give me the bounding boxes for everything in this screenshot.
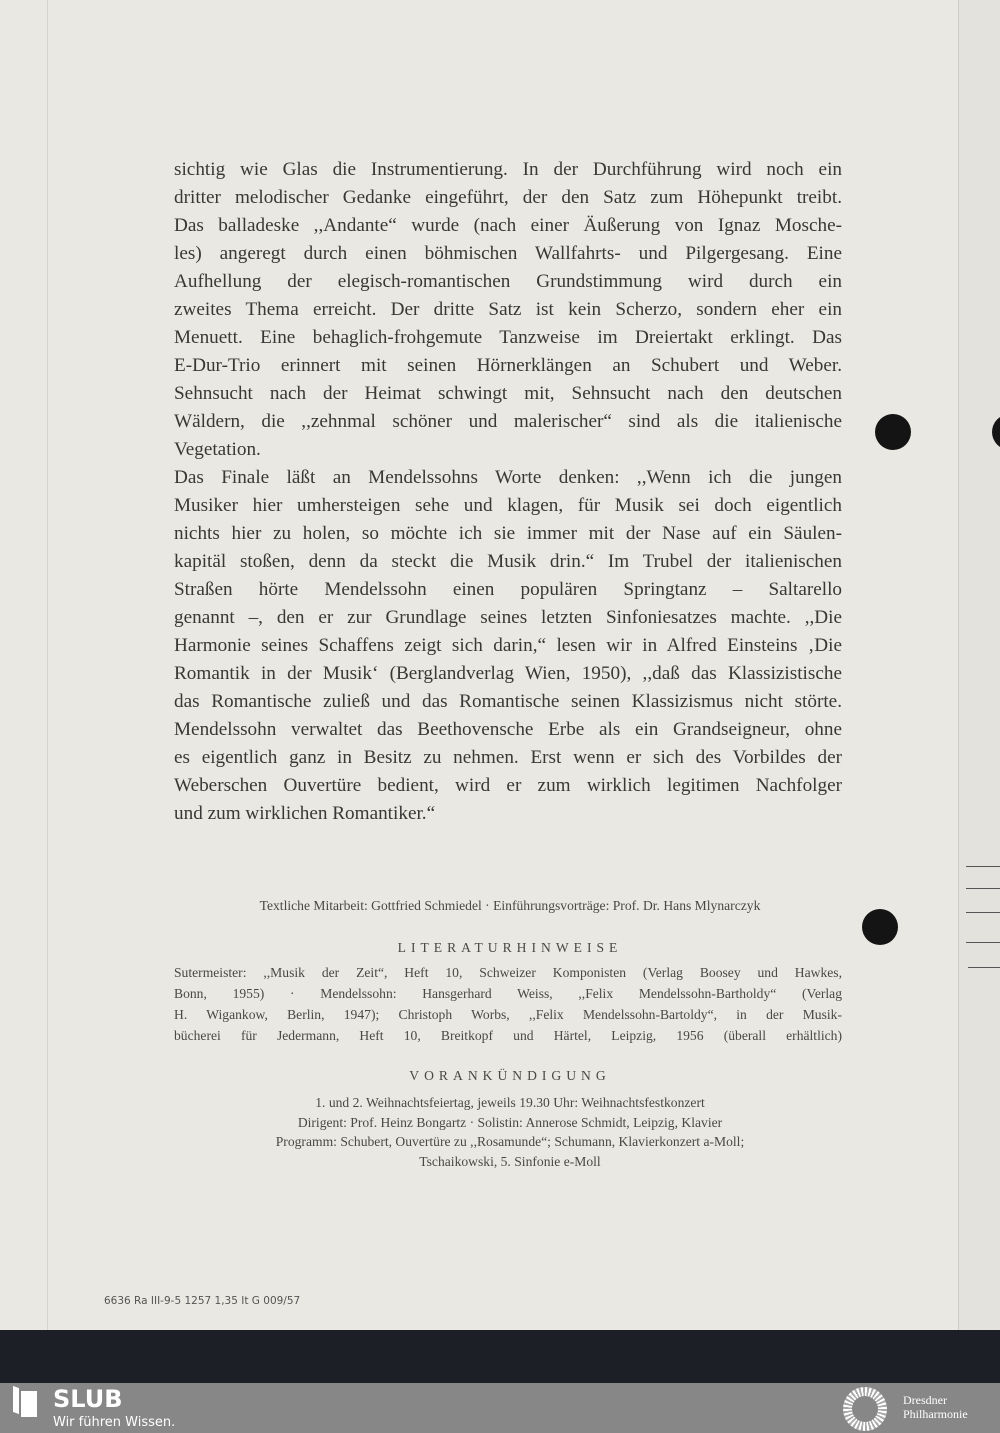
text-line: Straßen hörte Mendelssohn einen populären Springtanz – Saltarello — [174, 579, 842, 600]
partner-name-line2: Philharmonie — [903, 1407, 968, 1421]
text-line: Mendelssohn verwaltet das Beethovensche Erbe als ein Grandseigneur, ohne — [174, 719, 842, 740]
text-line: und zum wirklichen Romantiker.“ — [174, 803, 436, 824]
edge-mark — [966, 912, 1000, 913]
literature-line: bücherei für Jedermann, Heft 10, Breitkopf und Härtel, Leipzig, 1956 (überall erhältlich) — [174, 1028, 842, 1043]
text-line: nichts hier zu holen, so möchte ich sie immer mit der Nase auf ein Säulen- — [174, 523, 842, 544]
text-line: Weberschen Ouvertüre bedient, wird er zum wirklich legitimen Nachfolger — [174, 775, 842, 796]
text-line: Sehnsucht nach der Heimat schwingt mit, Sehnsucht nach den deutschen — [174, 383, 842, 404]
print-code: 6636 Ra III-9-5 1257 1,35 It G 009/57 — [104, 1295, 301, 1307]
announcement-heading: VORANKÜNDIGUNG — [409, 1068, 611, 1083]
credits: Textliche Mitarbeit: Gottfried Schmiedel · Einführungsvorträge: Prof. Dr. Hans Mlynarczyk — [259, 898, 761, 913]
announcement-line: Programm: Schubert, Ouvertüre zu ,,Rosamunde“; Schumann, Klavierkonzert a-Moll; — [275, 1134, 745, 1149]
footer-bar — [0, 1383, 1000, 1433]
text-line: sichtig wie Glas die Instrumentierung. In der Durchführung wird noch ein — [174, 159, 842, 180]
slub-tagline: Wir führen Wissen. — [53, 1415, 176, 1430]
text-line: zweites Thema erreicht. Der dritte Satz ist kein Scherzo, sondern eher ein — [174, 299, 842, 320]
page-edge — [958, 0, 959, 1335]
text-line: dritter melodischer Gedanke eingeführt, der den Satz zum Höhepunkt treibt. — [174, 187, 842, 208]
text-line: E-Dur-Trio erinnert mit seinen Hörnerklängen an Schubert und Weber. — [174, 355, 842, 376]
punch-hole — [875, 414, 911, 450]
edge-mark — [966, 866, 1000, 867]
literature-line: Sutermeister: ,,Musik der Zeit“, Heft 10, Schweizer Komponisten (Verlag Boosey und Hawkes, — [174, 965, 842, 980]
literature-heading: LITERATURHINWEISE — [397, 940, 623, 955]
text-line: Musiker hier umhersteigen sehe und klagen, für Musik sei doch eigentlich — [174, 495, 842, 516]
announcement-line: Dirigent: Prof. Heinz Bongartz · Solistin: Annerose Schmidt, Leipzig, Klavier — [297, 1114, 723, 1130]
scan-background — [0, 1330, 1000, 1383]
page-fold-line — [47, 0, 48, 1335]
philharmonie-logo-icon — [843, 1387, 887, 1431]
text-line: Vegetation. — [174, 439, 261, 460]
adjacent-page-edge — [959, 0, 1000, 1335]
literature-line: H. Wigankow, Berlin, 1947); Christoph Worbs, ,,Felix Mendelssohn-Bartoldy“, in der Musik- — [174, 1007, 842, 1022]
literature-line: Bonn, 1955) · Mendelssohn: Hansgerhard Weiss, ,,Felix Mendelssohn-Bartholdy“ (Verlag — [174, 986, 842, 1001]
announcement — [160, 1093, 860, 1171]
text-line: das Romantische zuließ und das Romantische seinen Klassizismus nicht störte. — [174, 691, 842, 712]
text-line: Das balladeske ,,Andante“ wurde (nach einer Äußerung von Ignaz Mosche- — [174, 215, 842, 236]
slub-logo-icon — [13, 1387, 37, 1417]
text-line: les) angeregt durch einen böhmischen Wallfahrts- und Pilgergesang. Eine — [174, 243, 842, 264]
partner-name-line1: Dresdner — [903, 1393, 947, 1407]
slub-name[interactable]: SLUB — [53, 1385, 123, 1413]
literature-list — [174, 962, 842, 1046]
main-text — [174, 156, 842, 828]
text-line: Wäldern, die ,,zehnmal schöner und malerischer“ sind als die italienische — [174, 411, 842, 432]
punch-hole — [862, 909, 898, 945]
text-line: Romantik in der Musik‘ (Berglandverlag Wien, 1950), ,,daß das Klassizistische — [174, 663, 842, 684]
edge-mark — [966, 942, 1000, 943]
announcement-line: Tschaikowski, 5. Sinfonie e-Moll — [419, 1153, 601, 1169]
edge-mark — [968, 967, 1000, 968]
announcement-line: 1. und 2. Weihnachtsfeiertag, jeweils 19.30 Uhr: Weihnachtsfestkonzert — [315, 1095, 705, 1110]
text-line: Menuett. Eine behaglich-frohgemute Tanzweise im Dreiertakt erklingt. Das — [174, 327, 842, 348]
text-line: kapitäl stoßen, denn da steckt die Musik drin.“ Im Trubel der italienischen — [174, 551, 842, 572]
text-line: es eigentlich ganz in Besitz zu nehmen. Erst wenn er sich des Vorbildes der — [174, 747, 842, 768]
text-line: Harmonie seines Schaffens zeigt sich darin,“ lesen wir in Alfred Einsteins ‚Die — [174, 635, 842, 656]
text-line: Aufhellung der elegisch-romantischen Grundstimmung wird durch ein — [174, 271, 842, 292]
text-line: genannt –, den er zur Grundlage seines letzten Sinfoniesatzes machte. ,,Die — [174, 607, 842, 628]
edge-mark — [966, 888, 1000, 889]
text-line: Das Finale läßt an Mendelssohns Worte denken: ,,Wenn ich die jungen — [174, 467, 842, 488]
